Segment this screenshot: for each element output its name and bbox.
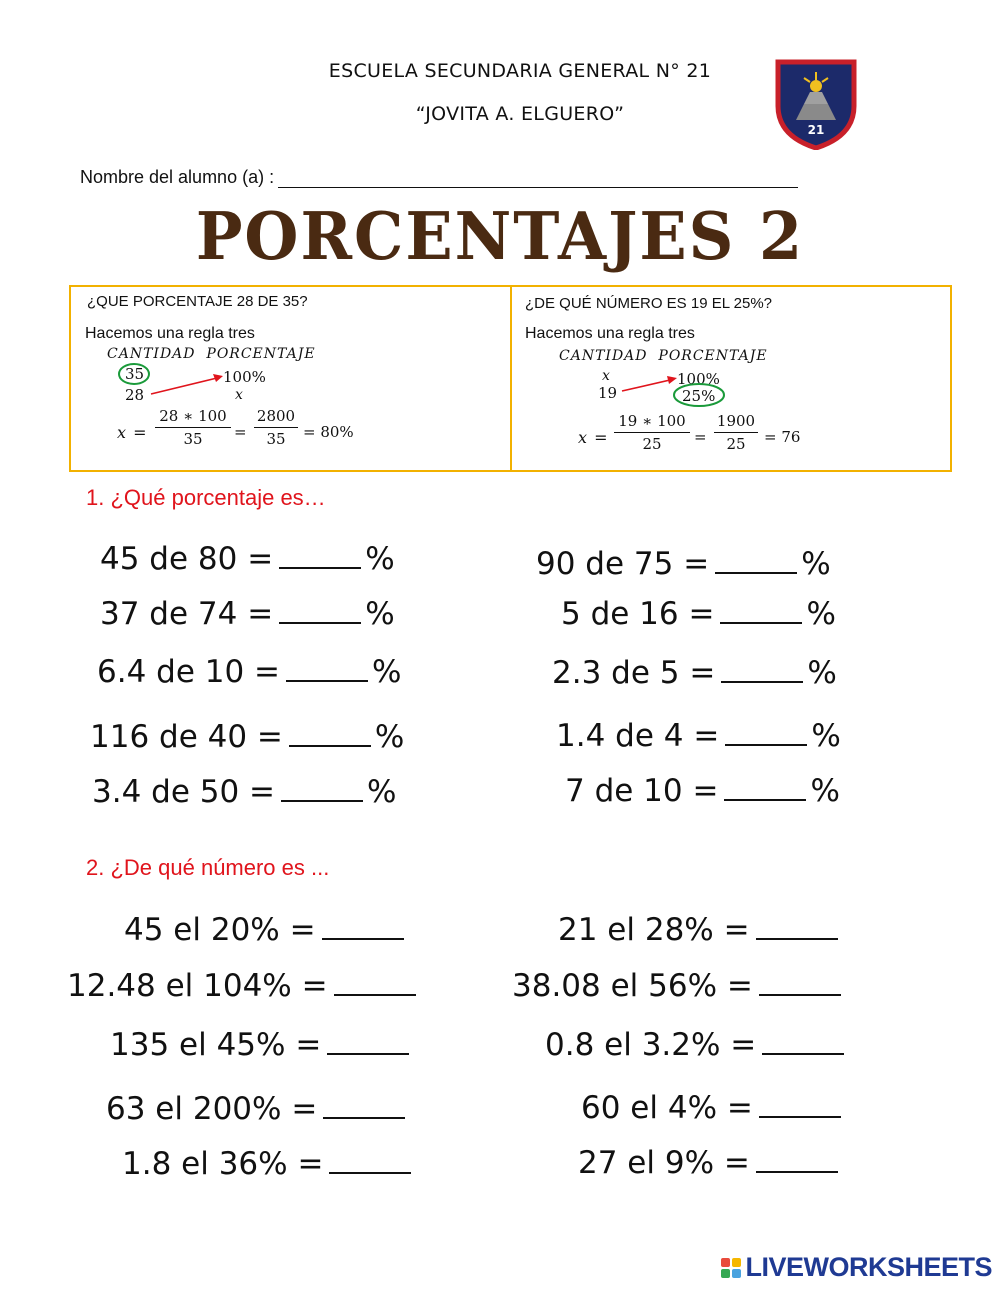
answer-blank[interactable]: [286, 654, 368, 682]
answer-blank[interactable]: [759, 1090, 841, 1118]
example-2-circle: [674, 384, 724, 406]
s1-right-5: 7 de 10 = %: [565, 773, 840, 809]
s1-left-5: 3.4 de 50 = %: [92, 774, 397, 810]
example-1-num2: 2800: [256, 407, 296, 425]
answer-blank[interactable]: [715, 546, 797, 574]
example-2-row2-percent: 25%: [682, 387, 716, 405]
s1-left-2: 37 de 74 = %: [100, 596, 395, 632]
answer-blank[interactable]: [759, 968, 841, 996]
student-name-label: Nombre del alumno (a) :: [80, 167, 275, 187]
s2-right-4: 60 el 4% =: [581, 1090, 841, 1126]
s1-right-4: 1.4 de 4 = %: [556, 718, 841, 754]
example-2-arrowhead: [667, 376, 677, 384]
answer-blank[interactable]: [756, 1145, 838, 1173]
example-1-fraction-1: [155, 407, 231, 448]
example-2-method: Hacemos una regla tres: [525, 325, 695, 342]
answer-blank[interactable]: [762, 1027, 844, 1055]
example-1-fraction-2: [254, 407, 298, 448]
answer-blank[interactable]: [279, 541, 361, 569]
example-2-fraction-2: [714, 412, 758, 453]
s1-right-1: 90 de 75 = %: [536, 546, 831, 582]
s1-right-3: 2.3 de 5 = %: [552, 655, 837, 691]
answer-blank[interactable]: [725, 718, 807, 746]
liveworksheets-text: LIVEWORKSHEETS: [745, 1252, 992, 1282]
s2-right-2: 38.08 el 56% =: [512, 968, 841, 1004]
answer-blank[interactable]: [721, 655, 803, 683]
example-1-num1: 28 ∗ 100: [159, 407, 227, 425]
student-name-blank[interactable]: [278, 169, 798, 188]
s2-left-3: 135 el 45% =: [110, 1027, 409, 1063]
example-2-lhs: x =: [578, 428, 609, 447]
example-box-2: [510, 285, 952, 472]
answer-blank[interactable]: [281, 774, 363, 802]
answer-blank[interactable]: [756, 912, 838, 940]
answer-blank[interactable]: [327, 1027, 409, 1055]
example-2-eq: =: [694, 428, 707, 446]
answer-blank[interactable]: [289, 719, 371, 747]
example-2-row1-percent: 100%: [677, 370, 720, 388]
example-1-row2-amount: 28: [125, 386, 145, 404]
example-box-1: [69, 285, 512, 472]
answer-blank[interactable]: [334, 968, 416, 996]
liveworksheets-logo: [721, 1252, 992, 1283]
s1-left-4: 116 de 40 = %: [90, 719, 405, 755]
section-1-title: 1. ¿Qué porcentaje es…: [86, 485, 326, 510]
answer-blank[interactable]: [724, 773, 806, 801]
example-2-num1: 19 ∗ 100: [618, 412, 686, 430]
example-1-arrowhead: [213, 374, 223, 382]
example-1-arrow: [151, 378, 217, 394]
s1-left-1: 45 de 80 = %: [100, 541, 395, 577]
example-2-row2-amount: 19: [598, 384, 618, 402]
s2-left-1: 45 el 20% =: [124, 912, 404, 948]
answer-blank[interactable]: [720, 596, 802, 624]
school-motto: “JOVITA A. ELGUERO”: [415, 103, 625, 125]
example-2-arrow: [622, 380, 670, 391]
liveworksheets-icon: [721, 1258, 741, 1278]
s2-right-1: 21 el 28% =: [558, 912, 838, 948]
example-1-row1-amount: 35: [125, 365, 145, 383]
s2-left-2: 12.48 el 104% =: [67, 968, 416, 1004]
answer-blank[interactable]: [279, 596, 361, 624]
school-name: ESCUELA SECUNDARIA GENERAL N° 21: [328, 60, 712, 82]
example-1-den2: 35: [266, 430, 286, 448]
example-1-result: = 80%: [303, 423, 354, 441]
example-2-fraction-1: [614, 412, 690, 453]
example-2-den2: 25: [726, 435, 746, 453]
page-title: PORCENTAJES 2: [195, 198, 805, 275]
example-1-question: ¿QUE PORCENTAJE 28 DE 35?: [87, 293, 308, 310]
s2-right-5: 27 el 9% =: [578, 1145, 838, 1181]
s2-left-5: 1.8 el 36% =: [122, 1146, 411, 1182]
example-2-den1: 25: [642, 435, 662, 453]
answer-blank[interactable]: [329, 1146, 411, 1174]
example-2-question: ¿DE QUÉ NÚMERO ES 19 EL 25%?: [525, 295, 773, 312]
s2-right-3: 0.8 el 3.2% =: [545, 1027, 844, 1063]
section-2-title: 2. ¿De qué número es ...: [86, 855, 330, 880]
student-name-field[interactable]: [80, 167, 798, 188]
school-logo: [772, 54, 860, 150]
answer-blank[interactable]: [323, 1091, 405, 1119]
example-2-result: = 76: [764, 428, 801, 446]
example-2-columns: CANTIDAD PORCENTAJE: [559, 348, 768, 364]
s2-left-4: 63 el 200% =: [106, 1091, 405, 1127]
example-1-circle: [119, 364, 149, 384]
s1-left-3: 6.4 de 10 = %: [97, 654, 402, 690]
example-1-columns: CANTIDAD PORCENTAJE: [107, 346, 316, 362]
example-1-method: Hacemos una regla tres: [85, 325, 255, 342]
s1-right-2: 5 de 16 = %: [561, 596, 836, 632]
example-1-eq: =: [234, 423, 247, 441]
example-2-num2: 1900: [716, 412, 756, 430]
svg-text:21: 21: [807, 123, 825, 137]
answer-blank[interactable]: [322, 912, 404, 940]
example-2-row1-amount: x: [602, 368, 611, 384]
example-1-den1: 35: [183, 430, 203, 448]
example-1-row1-percent: 100%: [223, 368, 266, 386]
example-1-lhs: x =: [117, 423, 148, 442]
example-1-row2-percent: x: [235, 387, 244, 403]
